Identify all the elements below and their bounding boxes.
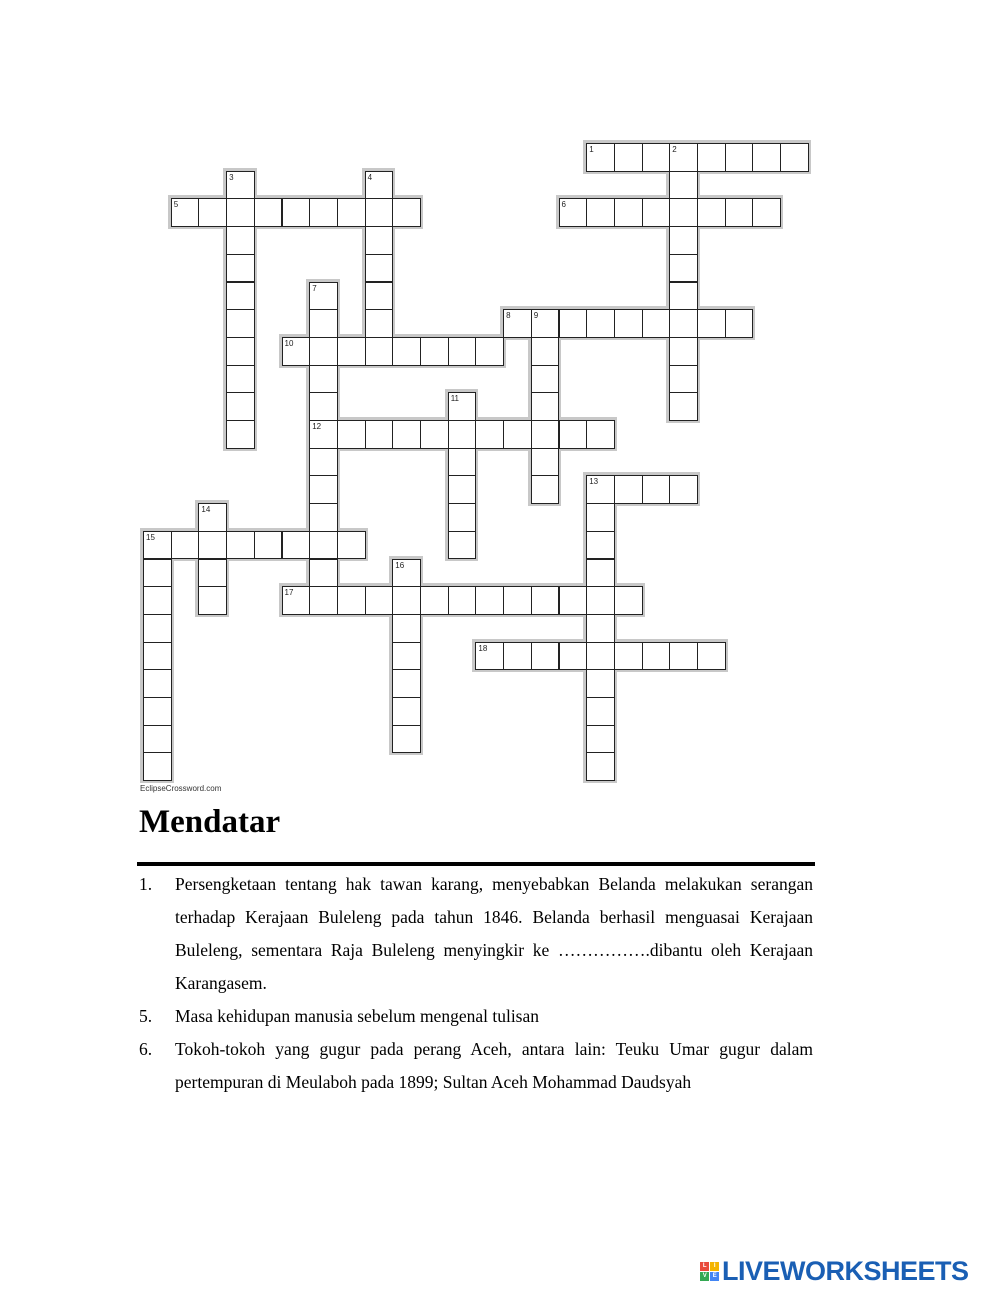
crossword-cell[interactable] — [531, 586, 560, 615]
crossword-cell[interactable] — [586, 614, 615, 643]
crossword-cell[interactable] — [531, 448, 560, 477]
clue-number-label: 12 — [312, 422, 322, 431]
crossword-cell[interactable] — [226, 198, 255, 227]
crossword-cell[interactable] — [198, 559, 227, 588]
clue-number-label: 3 — [229, 172, 234, 182]
crossword-cell[interactable] — [309, 475, 338, 504]
clue-number-label: 13 — [589, 477, 599, 487]
crossword-cell[interactable] — [614, 309, 643, 338]
crossword-cell[interactable] — [586, 669, 615, 698]
crossword-cell[interactable] — [448, 503, 477, 532]
crossword-cell[interactable] — [669, 642, 698, 671]
crossword-cell[interactable] — [752, 198, 781, 227]
crossword-cell[interactable] — [559, 198, 588, 227]
crossword-cell[interactable] — [171, 531, 200, 560]
crossword-cell[interactable] — [697, 309, 726, 338]
crossword-cell[interactable] — [365, 171, 394, 200]
clue-text: Masa kehidupan manusia sebelum mengenal tulisan — [175, 1006, 540, 1026]
crossword-cell[interactable] — [586, 642, 615, 671]
crossword-cell[interactable] — [586, 697, 615, 726]
crossword-cell[interactable] — [143, 642, 172, 671]
crossword-cell[interactable] — [669, 392, 698, 421]
clue-item — [139, 868, 813, 1000]
crossword-cell[interactable] — [198, 586, 227, 615]
crossword-cell[interactable] — [143, 559, 172, 588]
crossword-cell[interactable] — [531, 337, 560, 366]
crossword-cell[interactable] — [226, 420, 255, 449]
crossword-cell[interactable] — [337, 420, 366, 449]
crossword-cell[interactable] — [614, 642, 643, 671]
crossword-cell[interactable] — [614, 475, 643, 504]
crossword-cell[interactable] — [780, 143, 809, 172]
crossword-cell[interactable] — [392, 725, 421, 754]
clue-item — [139, 1033, 813, 1099]
crossword-cell[interactable] — [448, 531, 477, 560]
crossword-cell[interactable] — [309, 448, 338, 477]
crossword-cell[interactable] — [143, 725, 172, 754]
crossword-cell[interactable] — [531, 365, 560, 394]
crossword-cell[interactable] — [614, 143, 643, 172]
crossword-cell[interactable] — [669, 282, 698, 311]
crossword-cell[interactable] — [198, 503, 227, 532]
crossword-cell[interactable] — [586, 586, 615, 615]
clue-number-label: 11 — [450, 394, 459, 404]
clue-list — [139, 868, 813, 1099]
clue-number-label: 6 — [561, 200, 566, 210]
crossword-cell[interactable] — [448, 475, 477, 504]
crossword-cell[interactable] — [586, 309, 615, 338]
crossword-cell[interactable] — [614, 586, 643, 615]
crossword-cell[interactable] — [143, 586, 172, 615]
crossword-cell[interactable] — [254, 198, 283, 227]
crossword-cell[interactable] — [226, 171, 255, 200]
crossword-cell[interactable] — [309, 198, 338, 227]
crossword-cell[interactable] — [420, 337, 449, 366]
crossword-cell[interactable] — [143, 531, 172, 560]
crossword-cell[interactable] — [559, 420, 588, 449]
crossword-credit: EclipseCrossword.com — [140, 784, 222, 793]
crossword-cell[interactable] — [282, 337, 311, 366]
heading-rule — [137, 862, 815, 866]
crossword-cell[interactable] — [143, 697, 172, 726]
clue-text: Persengketaan tentang hak tawan karang, menyebabkan Belanda melakukan serangan terhadap Kerajaan Buleleng pada tahun 1846. Belanda berhasil menguasai Kerajaan Buleleng, sementara Raja Buleleng menyingkir ke …………….dibantu oleh Kerajaan Karangasem. — [175, 874, 813, 993]
crossword-cell[interactable] — [642, 143, 671, 172]
crossword-cell[interactable] — [226, 309, 255, 338]
crossword-cell[interactable] — [586, 725, 615, 754]
clue-item — [139, 1000, 813, 1033]
logo-text: LIVEWORKSHEETS — [722, 1256, 969, 1286]
crossword-cell[interactable] — [475, 420, 504, 449]
crossword-cell[interactable] — [309, 282, 338, 311]
crossword-cell[interactable] — [531, 392, 560, 421]
crossword-cell[interactable] — [669, 198, 698, 227]
crossword-cell[interactable] — [392, 420, 421, 449]
crossword-cell[interactable] — [503, 309, 532, 338]
crossword-cell[interactable] — [614, 198, 643, 227]
crossword-cell[interactable] — [503, 586, 532, 615]
crossword-cell[interactable] — [392, 586, 421, 615]
crossword-cell[interactable] — [669, 171, 698, 200]
clue-number: 6. — [139, 1039, 153, 1059]
crossword-cell[interactable] — [309, 586, 338, 615]
crossword-cell[interactable] — [475, 337, 504, 366]
crossword-cell[interactable] — [586, 420, 615, 449]
crossword-cell[interactable] — [365, 282, 394, 311]
crossword-cell[interactable] — [448, 392, 477, 421]
crossword-cell[interactable] — [226, 254, 255, 283]
crossword-cell[interactable] — [226, 531, 255, 560]
clue-number-label: 16 — [395, 560, 405, 570]
crossword-cell[interactable] — [392, 669, 421, 698]
crossword-cell[interactable] — [642, 475, 671, 504]
crossword-cell[interactable] — [392, 198, 421, 227]
crossword-cell[interactable] — [669, 143, 698, 172]
crossword-cell[interactable] — [226, 337, 255, 366]
crossword-cell[interactable] — [392, 614, 421, 643]
crossword-cell[interactable] — [226, 226, 255, 255]
crossword-cell[interactable] — [309, 365, 338, 394]
crossword-cell[interactable] — [531, 475, 560, 504]
clue-number-label: 18 — [478, 643, 488, 653]
crossword-cell[interactable] — [392, 642, 421, 671]
crossword-cell[interactable] — [559, 309, 588, 338]
crossword-cell[interactable] — [531, 420, 560, 449]
crossword-cell[interactable] — [642, 309, 671, 338]
crossword-cell[interactable] — [475, 642, 504, 671]
crossword-cell[interactable] — [725, 143, 754, 172]
crossword-cell[interactable] — [448, 420, 477, 449]
crossword-cell[interactable] — [669, 226, 698, 255]
crossword-cell[interactable] — [365, 420, 394, 449]
crossword-cell[interactable] — [752, 143, 781, 172]
crossword-cell[interactable] — [171, 198, 200, 227]
crossword-cell[interactable] — [198, 531, 227, 560]
crossword-cell[interactable] — [669, 309, 698, 338]
crossword-cell[interactable] — [586, 559, 615, 588]
crossword-cell[interactable] — [448, 586, 477, 615]
clue-number-label: 15 — [146, 532, 155, 542]
crossword-cell[interactable] — [697, 198, 726, 227]
clue-number-label: 10 — [284, 338, 294, 348]
crossword-cell[interactable] — [143, 669, 172, 698]
crossword-cell[interactable] — [309, 531, 338, 560]
crossword-cell[interactable] — [420, 420, 449, 449]
clue-number-label: 7 — [312, 283, 317, 293]
crossword-cell[interactable] — [282, 586, 311, 615]
crossword-cell[interactable] — [226, 392, 255, 421]
crossword-cell[interactable] — [669, 254, 698, 283]
crossword-cell[interactable] — [143, 752, 172, 781]
crossword-cell[interactable] — [448, 337, 477, 366]
crossword-cell[interactable] — [669, 475, 698, 504]
crossword-cell[interactable] — [365, 254, 394, 283]
crossword-cell[interactable] — [337, 337, 366, 366]
crossword-cell[interactable] — [337, 531, 366, 560]
clue-number-label: 8 — [506, 311, 511, 321]
crossword-cell[interactable] — [725, 309, 754, 338]
liveworksheets-logo — [700, 1256, 969, 1287]
crossword-cell[interactable] — [309, 503, 338, 532]
crossword-cell[interactable] — [309, 309, 338, 338]
clue-number-label: 9 — [533, 311, 539, 321]
clue-number-label: 14 — [201, 505, 211, 515]
crossword-cell[interactable] — [503, 642, 532, 671]
crossword-cell[interactable] — [365, 309, 394, 338]
crossword-cell[interactable] — [282, 531, 311, 560]
crossword-cell[interactable] — [448, 448, 477, 477]
clue-number-label: 5 — [173, 200, 179, 210]
section-heading: Mendatar — [139, 804, 281, 840]
crossword-cell[interactable] — [309, 337, 338, 366]
crossword-cell[interactable] — [337, 586, 366, 615]
crossword-cell[interactable] — [503, 420, 532, 449]
crossword-cell[interactable] — [697, 143, 726, 172]
crossword-cell[interactable] — [669, 365, 698, 394]
crossword-cell[interactable] — [586, 198, 615, 227]
crossword-cell[interactable] — [309, 420, 338, 449]
crossword-cell[interactable] — [309, 392, 338, 421]
crossword-cell[interactable] — [559, 642, 588, 671]
crossword-cell[interactable] — [420, 586, 449, 615]
clue-number-label: 4 — [367, 172, 373, 182]
crossword-cell[interactable] — [669, 337, 698, 366]
crossword-cell[interactable] — [143, 614, 172, 643]
crossword-cell[interactable] — [365, 198, 394, 227]
crossword-cell[interactable] — [337, 198, 366, 227]
crossword-cell[interactable] — [586, 503, 615, 532]
crossword-cell[interactable] — [642, 642, 671, 671]
crossword-cell[interactable] — [392, 337, 421, 366]
crossword-cell[interactable] — [309, 559, 338, 588]
crossword-cell[interactable] — [365, 337, 394, 366]
crossword-cell[interactable] — [392, 559, 421, 588]
crossword-cell[interactable] — [531, 642, 560, 671]
crossword-cell[interactable] — [586, 143, 615, 172]
logo-icon: L I V E — [700, 1262, 719, 1281]
crossword-cell[interactable] — [392, 697, 421, 726]
crossword-cell[interactable] — [586, 475, 615, 504]
crossword-cell[interactable] — [365, 586, 394, 615]
crossword-cell[interactable] — [586, 752, 615, 781]
crossword-cell[interactable] — [642, 198, 671, 227]
clue-number-label: 2 — [672, 145, 677, 154]
crossword-cell[interactable] — [725, 198, 754, 227]
crossword-cell[interactable] — [198, 198, 227, 227]
clue-number-label: 1 — [589, 145, 594, 154]
clue-number-label: 17 — [284, 588, 294, 598]
crossword-cell[interactable] — [226, 365, 255, 394]
crossword-cell[interactable] — [475, 586, 504, 615]
crossword-cell[interactable] — [254, 531, 283, 560]
crossword-cell[interactable] — [531, 309, 560, 338]
clue-text: Tokoh-tokoh yang gugur pada perang Aceh, antara lain: Teuku Umar gugur dalam pertempuran di Meulaboh pada 1899; Sultan Aceh Mohammad Daudsyah — [175, 1039, 813, 1092]
crossword-cell[interactable] — [586, 531, 615, 560]
clue-number: 5. — [139, 1006, 153, 1026]
crossword-cell[interactable] — [226, 282, 255, 311]
crossword-cell[interactable] — [282, 198, 311, 227]
crossword-cell[interactable] — [697, 642, 726, 671]
clue-number: 1. — [139, 874, 153, 894]
crossword-cell[interactable] — [365, 226, 394, 255]
crossword-cell[interactable] — [559, 586, 588, 615]
